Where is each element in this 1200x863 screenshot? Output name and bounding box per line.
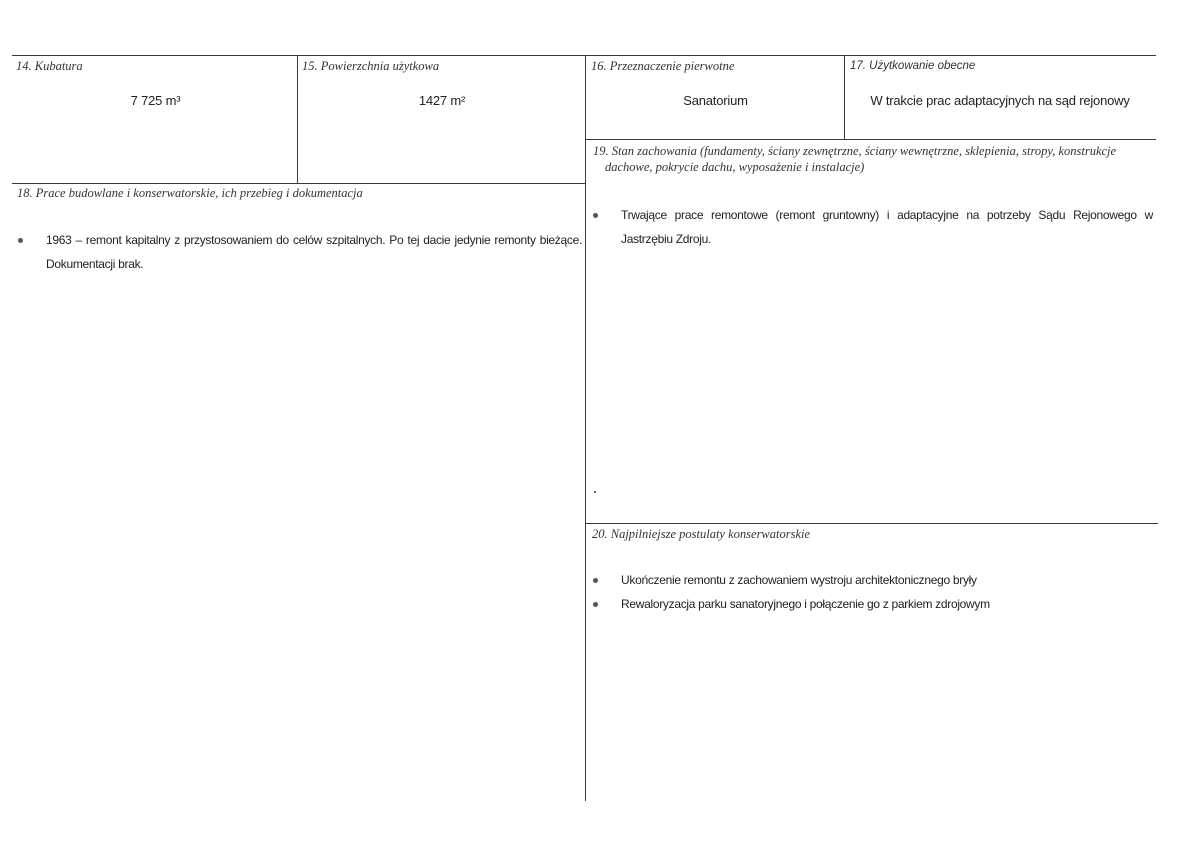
section-20-list xyxy=(592,568,1153,616)
list-item xyxy=(592,592,1153,616)
bullet-icon xyxy=(17,228,23,252)
bullet-icon xyxy=(592,592,598,616)
section-20-label: 20. Najpilniejsze postulaty konserwatorskie xyxy=(592,527,811,541)
section-19-list xyxy=(592,203,1153,251)
section-19-label-line2: dachowe, pokrycie dachu, wyposażenie i instalacje) xyxy=(605,160,865,174)
bullet-icon xyxy=(592,203,598,227)
divider-16-19 xyxy=(585,139,1156,140)
section-14-value: 7 725 m³ xyxy=(130,93,181,108)
scan-speck xyxy=(594,491,596,493)
list-item xyxy=(592,203,1153,251)
section-18-list xyxy=(17,228,582,276)
section-16-label: 16. Przeznaczenie pierwotne xyxy=(591,59,735,73)
list-item xyxy=(17,228,582,276)
section-19-label-line1: 19. Stan zachowania (fundamenty, ściany zewnętrzne, ściany wewnętrzne, sklepienia, stropy, konstrukcje xyxy=(593,144,1117,158)
section-17-value: W trakcie prac adaptacyjnych na sąd rejonowy xyxy=(870,93,1130,108)
center-divider xyxy=(585,55,586,801)
section-19-item-text: Trwające prace remontowe (remont gruntowny) i adaptacyjne na potrzeby Sądu Rejonowego w Jastrzębiu Zdroju. xyxy=(621,208,1153,246)
section-20-item-1-text: Ukończenie remontu z zachowaniem wystroju architektonicznego bryły xyxy=(621,573,977,587)
section-18-label: 18. Prace budowlane i konserwatorskie, ich przebieg i dokumentacja xyxy=(17,186,363,200)
bullet-icon xyxy=(592,568,598,592)
section-17-label: 17. Użytkowanie obecne xyxy=(850,60,976,72)
divider-16-17 xyxy=(844,55,845,140)
section-20-item-2-text: Rewaloryzacja parku sanatoryjnego i połączenie go z parkiem zdrojowym xyxy=(621,597,990,611)
list-item xyxy=(592,568,1153,592)
top-border-line xyxy=(12,55,1156,56)
section-19-label xyxy=(593,143,1153,175)
section-18-item-text: 1963 – remont kapitalny z przystosowaniem do celów szpitalnych. Po tej dacie jedynie remonty bieżące. Dokumentacji brak. xyxy=(46,233,582,271)
divider-14-15 xyxy=(297,55,298,184)
section-14-label: 14. Kubatura xyxy=(16,59,83,73)
divider-19-20 xyxy=(585,523,1158,524)
section-15-label: 15. Powierzchnia użytkowa xyxy=(302,59,440,73)
section-16-value: Sanatorium xyxy=(683,93,748,108)
section-15-value: 1427 m² xyxy=(418,93,466,108)
divider-14-18 xyxy=(12,183,586,184)
